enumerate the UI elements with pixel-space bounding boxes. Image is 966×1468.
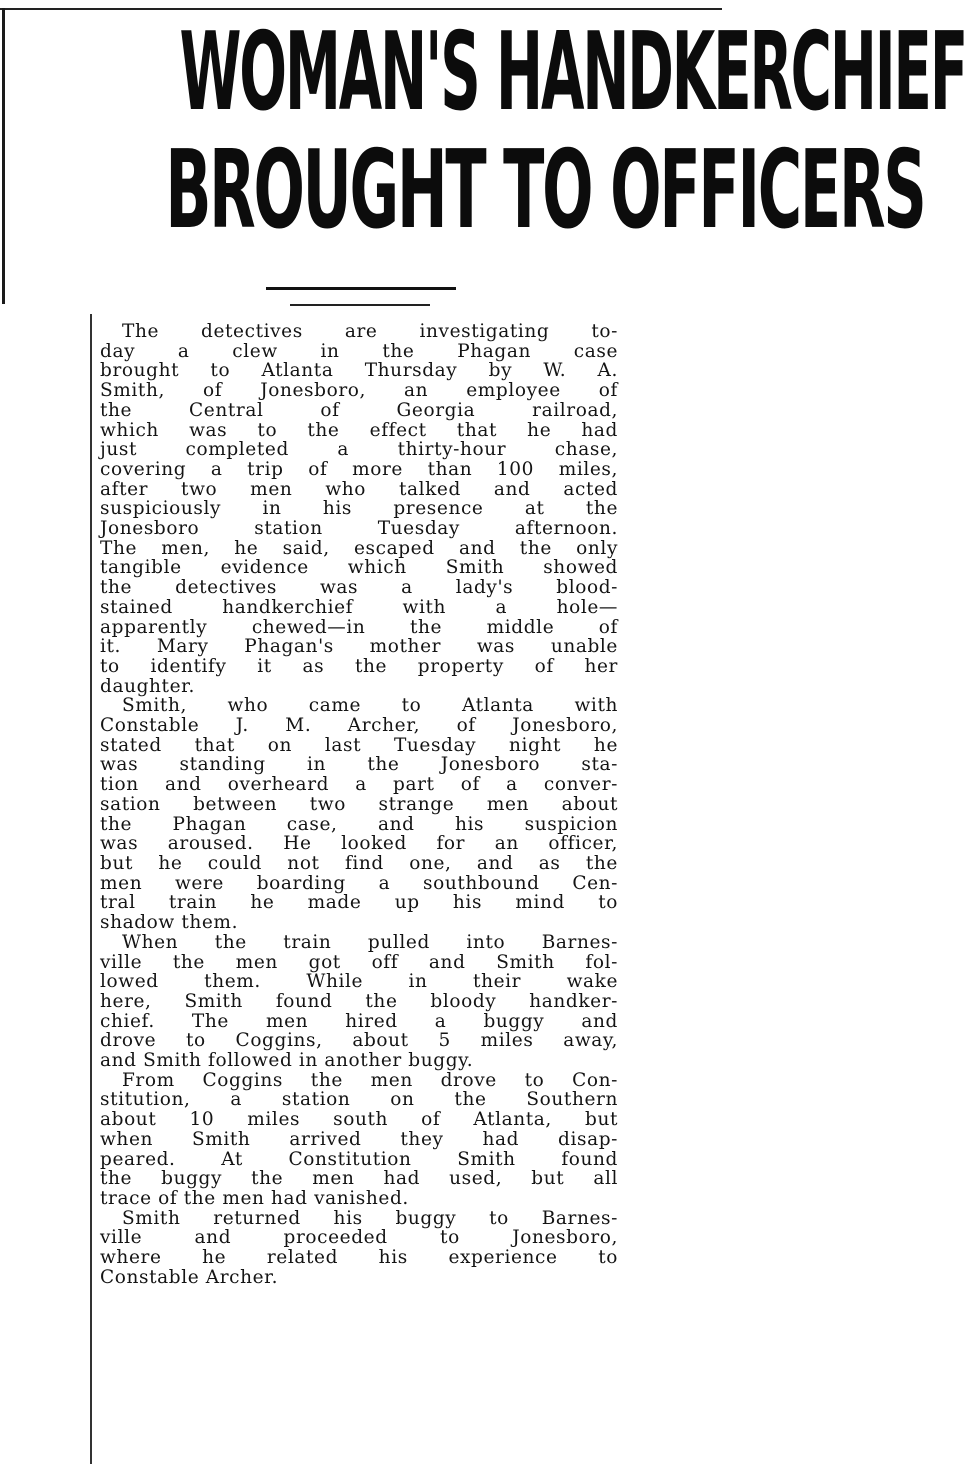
article-line: Jonesboro station Tuesday afternoon. [100,518,618,540]
article-line: daughter. [100,675,196,697]
clipping-left-edge [2,8,5,304]
headline-line-1: WOMAN'S HANDKERCHIEF [179,10,966,135]
article-line: men were boarding a southbound Cen- [100,872,618,894]
article-line: brought to Atlanta Thursday by W. A. [100,360,618,382]
article-line: sation between two strange men about [100,793,618,815]
article-line: When the train pulled into Barnes- [122,931,618,953]
article-line: when Smith arrived they had disap- [100,1128,618,1150]
article-line: stained handkerchief with a hole— [100,596,618,618]
headline [10,10,966,253]
article-line: suspiciously in his presence at the [100,498,618,520]
article-line: to identify it as the property of her [100,655,618,677]
article-line: tral train he made up his mind to [100,892,618,914]
article-line: just completed a thirty-hour chase, [100,439,618,461]
article-line: drove to Coggins, about 5 miles away, [100,1030,618,1052]
article-line: shadow them. [100,912,239,934]
article-line: about 10 miles south of Atlanta, but [100,1109,618,1131]
article-line: here, Smith found the bloody handker- [100,990,618,1012]
article-line: covering a trip of more than 100 miles, [100,458,618,480]
article-line: was standing in the Jonesboro sta- [100,754,618,776]
article-line: chief. The men hired a buggy and [100,1010,618,1032]
article-line: and Smith followed in another buggy. [100,1050,474,1072]
article-line: was aroused. He looked for an officer, [100,833,618,855]
article-line: which was to the effect that he had [100,419,618,441]
article-line: Constable Archer. [100,1266,279,1288]
article-line: trace of the men had vanished. [100,1187,409,1209]
article-line: Smith, who came to Atlanta with [122,695,618,717]
headline-divider [266,287,456,290]
article-line: tion and overheard a part of a conver- [100,774,618,796]
article-line: day a clew in the Phagan case [100,340,618,362]
article-line: the Central of Georgia railroad, [100,399,618,421]
article-line: The detectives are investigating to- [122,321,618,342]
article-line: Smith returned his buggy to Barnes- [122,1207,618,1229]
article-line: the Phagan case, and his suspicion [100,813,618,835]
article-line: tangible evidence which Smith showed [100,557,618,579]
article-line: lowed them. While in their wake [100,971,618,993]
article-line: but he could not find one, and as the [100,852,618,874]
headline-line-2: BROUGHT TO OFFICERS [165,128,925,253]
article-body [100,322,618,1287]
article-line: ville the men got off and Smith fol- [100,951,618,973]
headline-divider-short [290,304,430,306]
article-line: The men, he said, escaped and the only [100,537,618,559]
article-line: Constable J. M. Archer, of Jonesboro, [100,715,618,737]
article-line: it. Mary Phagan's mother was unable [100,636,618,658]
article-line: apparently chewed—in the middle of [100,616,618,638]
article-line: Smith, of Jonesboro, an employee of [100,380,618,402]
article-line: where he related his experience to [100,1247,618,1269]
article-line: stitution, a station on the Southern [100,1089,618,1111]
article-line: peared. At Constitution Smith found [100,1148,618,1170]
article-line: From Coggins the men drove to Con- [122,1069,618,1091]
article-line: the buggy the men had used, but all [100,1168,618,1190]
article-line: stated that on last Tuesday night he [100,734,618,756]
article-line: after two men who talked and acted [100,478,618,500]
article-line: ville and proceeded to Jonesboro, [100,1227,618,1249]
article-line: the detectives was a lady's blood- [100,577,618,599]
column-rule [90,314,92,1464]
